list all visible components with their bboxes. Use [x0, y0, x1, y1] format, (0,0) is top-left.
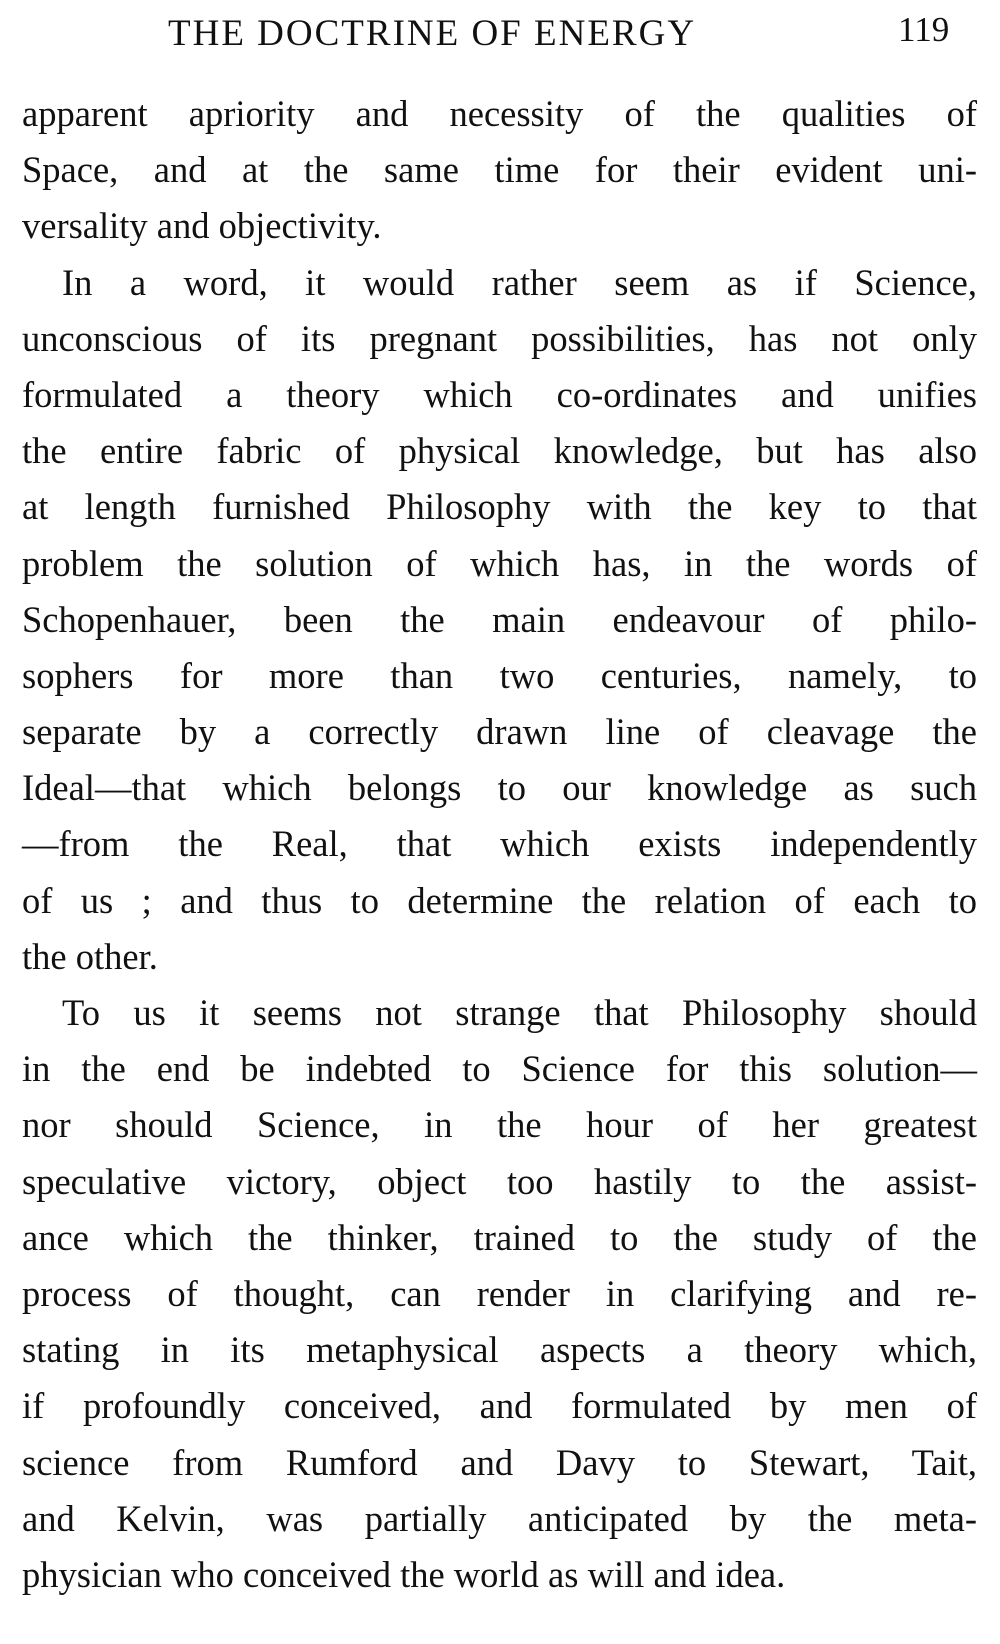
text-line: In a word, it would rather seem as if Science,: [62, 261, 977, 303]
text-line: problem the solution of which has, in the words of: [22, 542, 977, 584]
body-text: [22, 86, 977, 1603]
text-line: of us ; and thus to determine the relation of each to: [22, 879, 977, 921]
text-line: Schopenhauer, been the main endeavour of philo-: [22, 598, 977, 640]
text-line: if profoundly conceived, and formulated by men of: [22, 1385, 977, 1427]
text-line: physician who conceived the world as will and idea.: [22, 1553, 786, 1595]
text-line: process of thought, can render in clarifying and re-: [22, 1272, 977, 1314]
text-line: formulated a theory which co-ordinates and unifies: [22, 373, 977, 415]
text-line: stating in its metaphysical aspects a theory which,: [22, 1329, 977, 1371]
running-head: [168, 4, 980, 64]
text-line: in the end be indebted to Science for this solution—: [22, 1048, 977, 1090]
text-line: To us it seems not strange that Philosophy should: [62, 992, 977, 1033]
text-line: apparent apriority and necessity of the qualities of: [22, 93, 977, 134]
text-line: —from the Real, that which exists independently: [22, 823, 977, 865]
page-number: 119: [898, 10, 950, 49]
running-title: THE DOCTRINE OF ENERGY: [168, 13, 697, 54]
text-line: and Kelvin, was partially anticipated by the meta-: [22, 1497, 977, 1539]
text-line: ance which the thinker, trained to the study of the: [22, 1216, 977, 1258]
text-line: science from Rumford and Davy to Stewart, Tait,: [22, 1441, 977, 1483]
text-line: sophers for more than two centuries, namely, to: [22, 654, 977, 696]
text-line: at length furnished Philosophy with the key to that: [22, 486, 977, 528]
text-line: the other.: [22, 935, 158, 977]
text-line: versality and objectivity.: [22, 205, 382, 247]
text-line: the entire fabric of physical knowledge, but has also: [22, 430, 977, 472]
text-line: speculative victory, object too hastily to the assist-: [22, 1160, 977, 1202]
text-line: Space, and at the same time for their evident uni-: [22, 149, 977, 191]
text-line: Ideal—that which belongs to our knowledge as such: [22, 767, 977, 809]
text-line: unconscious of its pregnant possibilities, has not only: [22, 317, 977, 359]
text-line: nor should Science, in the hour of her greatest: [22, 1104, 977, 1146]
text-line: separate by a correctly drawn line of cleavage the: [22, 711, 977, 753]
